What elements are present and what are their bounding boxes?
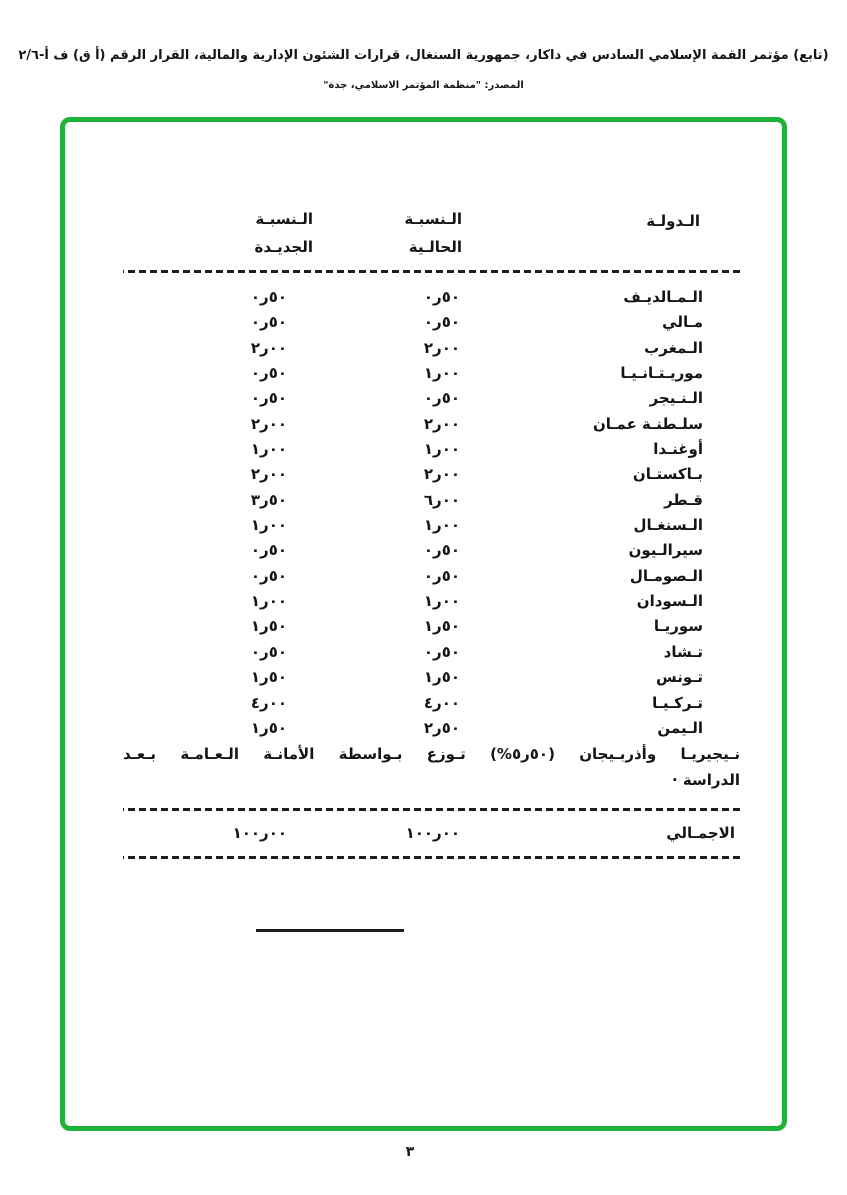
new-percentage-cell: ٠٠ر١ [250, 516, 287, 535]
dashed-rule-above-total [123, 808, 740, 811]
new-percentage-cell: ٠٠ر٤ [250, 693, 287, 712]
new-percentage-cell: ٥٠ر٠ [250, 313, 287, 332]
current-percentage-cell: ٥٠ر٢ [423, 718, 460, 737]
table-row [0, 617, 847, 642]
current-percentage-cell: ٥٠ر١ [423, 668, 460, 687]
current-percentage-cell: ٠٠ر١ [423, 592, 460, 611]
new-percentage-cell: ٥٠ر٠ [250, 642, 287, 661]
country-name-cell: الـسنغـال [633, 516, 703, 535]
current-percentage-cell: ٥٠ر٠ [423, 389, 460, 408]
country-name-cell: أوغنـدا [653, 440, 703, 459]
country-name-cell: تـركـيـا [652, 693, 703, 712]
current-percentage-cell: ٥٠ر٠ [423, 566, 460, 585]
footnote-line2: الدراسة · [672, 771, 740, 789]
country-name-cell: موريـتـانـيـا [620, 364, 703, 383]
table-row [0, 415, 847, 440]
table-row [0, 592, 847, 617]
total-current-percentage: ٠٠ر١٠٠ [405, 824, 460, 842]
new-percentage-cell: ٥٠ر١ [250, 718, 287, 737]
new-percentage-cell: ٥٠ر٠ [250, 541, 287, 560]
country-name-cell: الـمـالديـف [623, 288, 703, 306]
table-row [0, 719, 847, 744]
new-percentage-cell: ٥٠ر٠ [250, 389, 287, 408]
column-header-current-percentage-line2: الحالـية [408, 238, 462, 256]
current-percentage-cell: ٠٠ر٢ [423, 414, 460, 433]
table-row [0, 643, 847, 668]
country-name-cell: الـصومـال [629, 566, 703, 585]
column-header-new-percentage-line1: الـنسبـة [255, 210, 313, 228]
new-percentage-cell: ٥٠ر٣ [250, 490, 287, 509]
table-row [0, 440, 847, 465]
separator-line [256, 929, 404, 932]
table-row [0, 389, 847, 414]
new-percentage-cell: ٠٠ر٢ [250, 338, 287, 357]
resolution-code: ٢/٦-أ ف (ق أ) [18, 48, 106, 63]
country-name-cell: الـمغرب [644, 338, 703, 357]
footnote-line1: نـيجيريـا وأذربـيجان (٥٠ر٥%) تـوزع بـواسطة الأمانـة الـعـامـة بـعـد [123, 745, 740, 763]
current-percentage-cell: ٠٠ر٢ [423, 465, 460, 484]
country-name-cell: قـطر [664, 490, 703, 509]
current-percentage-cell: ٥٠ر١ [423, 617, 460, 636]
new-percentage-cell: ٠٠ر١ [250, 592, 287, 611]
total-new-percentage: ٠٠ر١٠٠ [232, 824, 287, 842]
new-percentage-cell: ٥٠ر٠ [250, 566, 287, 585]
column-header-country: الـدولـة [646, 212, 700, 230]
new-percentage-cell: ٥٠ر١ [250, 668, 287, 687]
country-name-cell: سلـطنـة عمـان [592, 414, 703, 433]
table-row [0, 516, 847, 541]
country-name-cell: تـونس [656, 668, 703, 687]
new-percentage-cell: ٠٠ر٢ [250, 414, 287, 433]
current-percentage-cell: ٠٠ر٦ [423, 490, 460, 509]
table-row [0, 364, 847, 389]
table-row [0, 668, 847, 693]
new-percentage-cell: ٠٠ر١ [250, 440, 287, 459]
current-percentage-cell: ٠٠ر٢ [423, 338, 460, 357]
new-percentage-cell: ٥٠ر٠ [250, 364, 287, 383]
country-name-cell: تـشاد [663, 642, 703, 661]
current-percentage-cell: ٠٠ر١ [423, 440, 460, 459]
page-number: ٣ [405, 1144, 415, 1160]
total-row [0, 824, 847, 850]
current-percentage-cell: ٠٠ر١ [423, 364, 460, 383]
document-title-text: (تابع) مؤتمر القمة الإسلامي السادس في داكار، جمهورية السنغال، قرارات الشئون الإدارية والمالية، القرار الرقم [105, 48, 829, 63]
total-label: الاجمـالي [666, 824, 735, 842]
country-name-cell: الـيمن [657, 718, 703, 737]
new-percentage-cell: ٥٠ر٠ [250, 288, 287, 306]
document-source-line: المصدر: "منظمة المؤتمر الاسلامي، جدة" [323, 80, 524, 91]
table-row [0, 288, 847, 313]
table-row [0, 567, 847, 592]
current-percentage-cell: ٠٠ر٤ [423, 693, 460, 712]
country-name-cell: مـالي [662, 313, 703, 332]
new-percentage-cell: ٠٠ر٢ [250, 465, 287, 484]
country-name-cell: سيرالـيون [628, 541, 703, 560]
country-name-cell: بـاكستـان [632, 465, 703, 484]
column-header-current-percentage-line1: الـنسبـة [404, 210, 462, 228]
current-percentage-cell: ٠٠ر١ [423, 516, 460, 535]
dashed-rule-below-total [123, 856, 740, 859]
country-percentage-table [0, 288, 847, 744]
current-percentage-cell: ٥٠ر٠ [423, 642, 460, 661]
current-percentage-cell: ٥٠ر٠ [423, 313, 460, 332]
table-row [0, 339, 847, 364]
table-row [0, 491, 847, 516]
country-name-cell: الـسودان [636, 592, 703, 611]
new-percentage-cell: ٥٠ر١ [250, 617, 287, 636]
document-title [0, 48, 847, 63]
current-percentage-cell: ٥٠ر٠ [423, 541, 460, 560]
table-row [0, 694, 847, 719]
country-name-cell: سوريـا [653, 617, 703, 636]
current-percentage-cell: ٥٠ر٠ [423, 288, 460, 306]
table-row [0, 313, 847, 338]
country-name-cell: الـنـيجر [649, 389, 703, 408]
table-row [0, 541, 847, 566]
table-row [0, 465, 847, 490]
column-header-new-percentage-line2: الجديـدة [254, 238, 313, 256]
dashed-rule-header [123, 270, 740, 273]
